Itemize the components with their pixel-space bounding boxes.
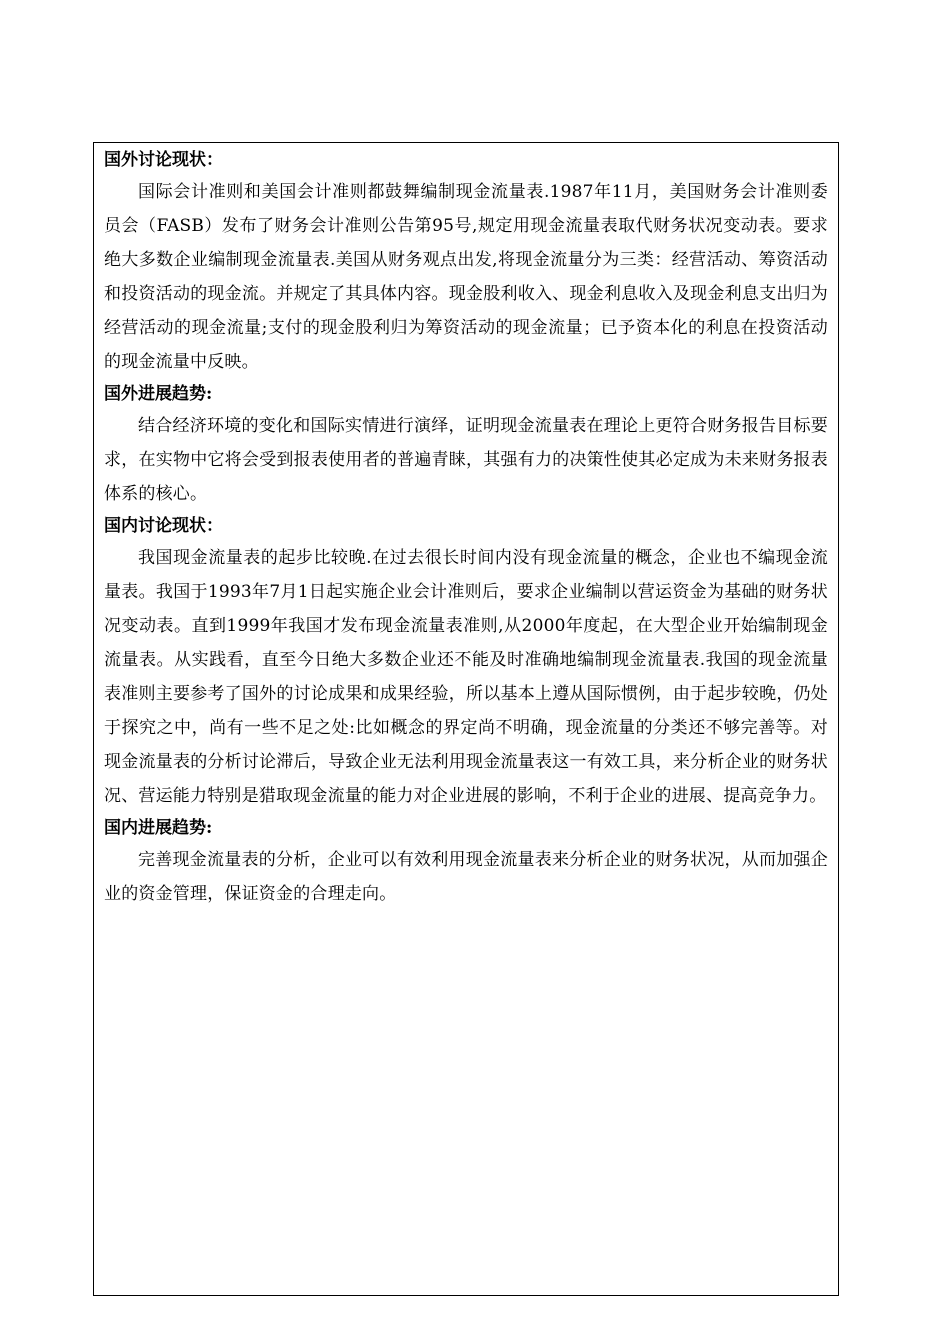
document-frame: [93, 142, 839, 1296]
section-heading-domestic-trend: 国内进展趋势:: [104, 818, 213, 838]
section-heading-foreign-status: 国外讨论现状：: [104, 150, 223, 170]
section-heading-foreign-trend: 国外进展趋势:: [104, 384, 213, 404]
section-body-domestic-status: 我国现金流量表的起步比较晚.在过去很长时间内没有现金流量的概念，企业也不编现金流量表。我国于1993年7月1日起实施企业会计准则后，要求企业编制以营运资金为基础的财务状况变动表。直到1999年我国才发布现金流量表准则,从2000年度起，在大型企业开始编制现金流量表。从实践看，直至今日绝大多数企业还不能及时准确地编制现金流量表.我国的现金流量表准则主要参考了国外的讨论成果和成果经验，所以基本上遵从国际惯例，由于起步较晚，仍处于探究之中，尚有一些不足之处:比如概念的界定尚不明确，现金流量的分类还不够完善等。对现金流量表的分析讨论滞后，导致企业无法利用现金流量表这一有效工具，来分析企业的财务状况、营运能力特别是猎取现金流量的能力对企业进展的影响，不利于企业的进展、提高竞争力。: [104, 548, 828, 806]
section-body-foreign-trend: 结合经济环境的变化和国际实情进行演绎，证明现金流量表在理论上更符合财务报告目标要求，在实物中它将会受到报表使用者的普遍青睐，其强有力的决策性使其必定成为未来财务报表体系的核心。: [104, 416, 828, 504]
section-body-foreign-status: 国际会计准则和美国会计准则都鼓舞编制现金流量表.1987年11月，美国财务会计准则委员会（FASB）发布了财务会计准则公告第95号,规定用现金流量表取代财务状况变动表。要求绝大多数企业编制现金流量表.美国从财务观点出发,将现金流量分为三类：经营活动、筹资活动和投资活动的现金流。并规定了其具体内容。现金股利收入、现金利息收入及现金利息支出归为经营活动的现金流量;支付的现金股利归为筹资活动的现金流量；已予资本化的利息在投资活动的现金流量中反映。: [104, 182, 828, 372]
section-body-domestic-trend: 完善现金流量表的分析，企业可以有效利用现金流量表来分析企业的财务状况，从而加强企业的资金管理，保证资金的合理走向。: [104, 850, 828, 904]
section-heading-domestic-status: 国内讨论现状：: [104, 516, 223, 536]
